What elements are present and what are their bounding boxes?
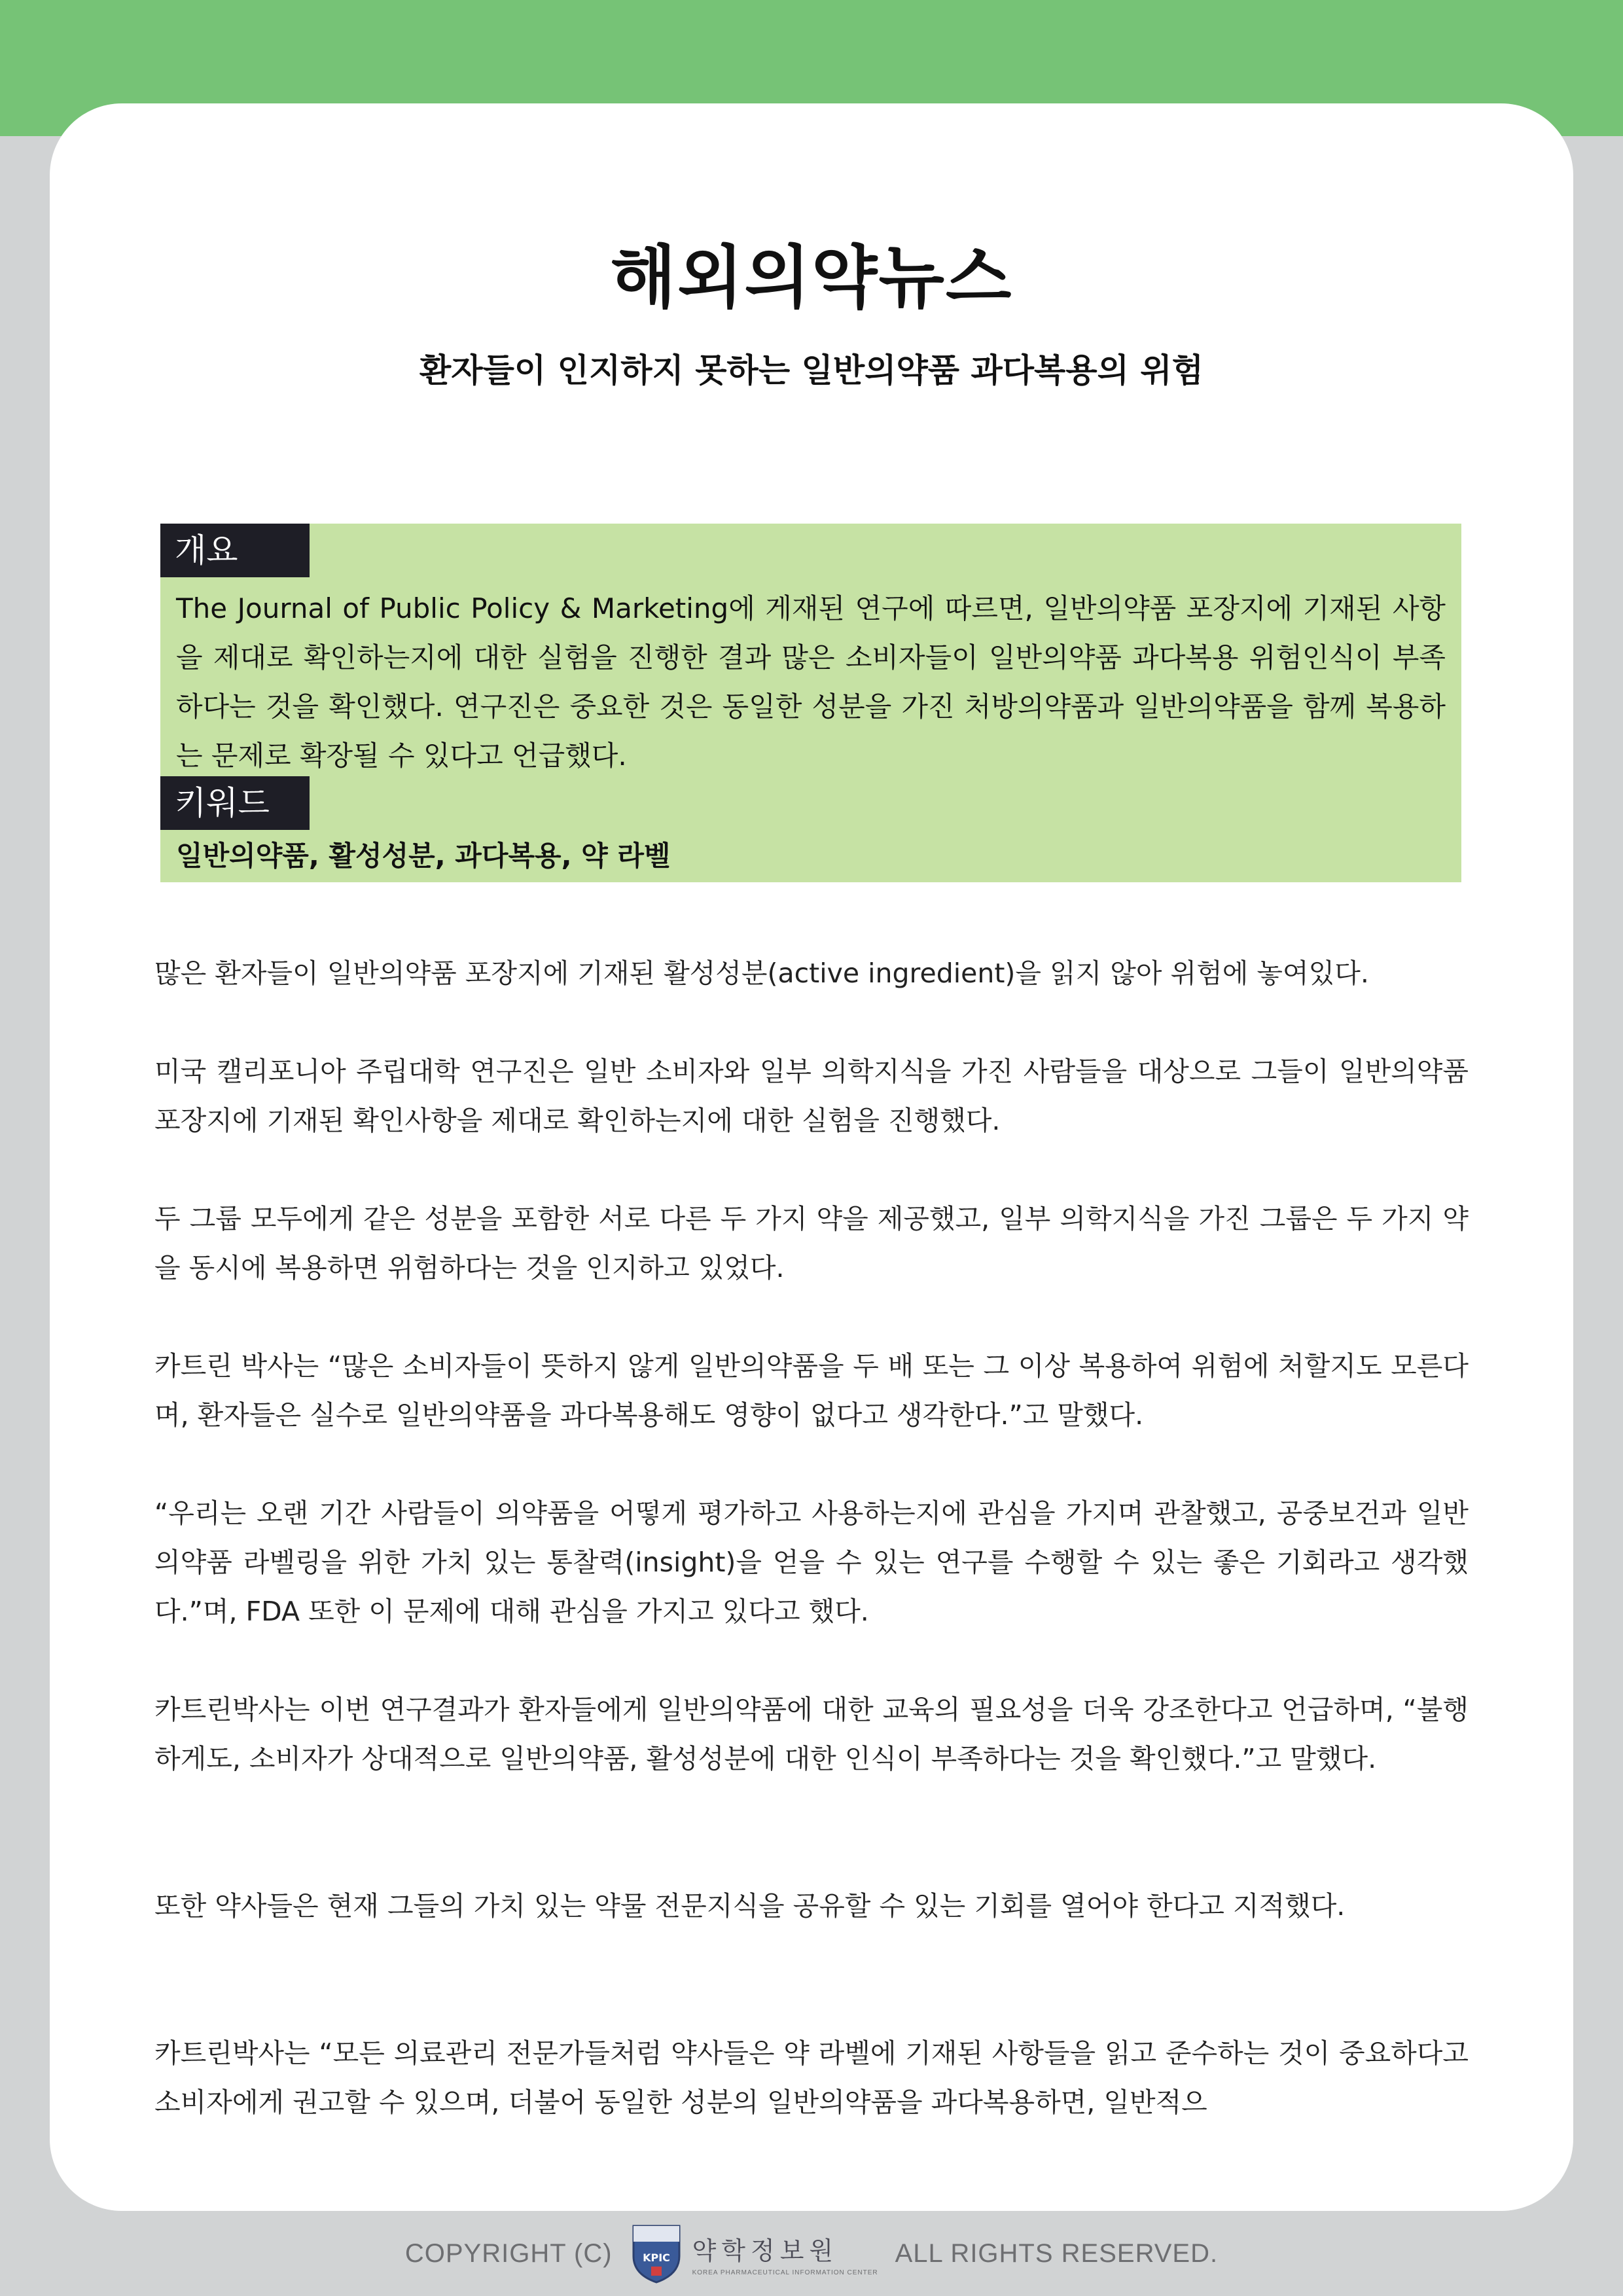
shield-icon bbox=[630, 2222, 683, 2285]
kpic-logo bbox=[630, 2222, 878, 2285]
body-paragraph: 또한 약사들은 현재 그들의 가치 있는 약물 전문지식을 공유할 수 있는 기회를 열어야 한다고 지적했다. bbox=[154, 1890, 1346, 1922]
body-paragraph: 많은 환자들이 일반의약품 포장지에 기재된 활성성분(active ingredient)을 읽지 않아 위험에 놓여있다. bbox=[154, 958, 1369, 989]
rights-text: ALL RIGHTS RESERVED. bbox=[895, 2238, 1219, 2268]
keyword-text: 일반의약품, 활성성분, 과다복용, 약 라벨 bbox=[176, 840, 671, 872]
footer bbox=[0, 2211, 1623, 2296]
overview-label: 개요 bbox=[160, 524, 310, 577]
body-paragraph: 미국 캘리포니아 주립대학 연구진은 일반 소비자와 일부 의학지식을 가진 사람들을 대상으로 그들이 일반의약품 포장지에 기재된 확인사항을 제대로 확인하는지에 대한 실험을 진행했다. bbox=[154, 1056, 1469, 1136]
body-paragraph: 카트린 박사는 “많은 소비자들이 뜻하지 않게 일반의약품을 두 배 또는 그 이상 복용하여 위험에 처할지도 모른다며, 환자들은 실수로 일반의약품을 과다복용해도 영향이 없다고 생각한다.”고 말했다. bbox=[154, 1350, 1469, 1431]
article-headline: 환자들이 인지하지 못하는 일반의약품 과다복용의 위험 bbox=[419, 351, 1204, 389]
logo-letters: KPIC bbox=[642, 2251, 670, 2264]
org-name-english: KOREA PHARMACEUTICAL INFORMATION CENTER bbox=[692, 2269, 878, 2276]
org-name-korean: 약학정보원 bbox=[692, 2236, 839, 2265]
keyword-label: 키워드 bbox=[160, 776, 310, 830]
page-title: 해외의약뉴스 bbox=[610, 238, 1013, 317]
body-paragraph: “우리는 오랜 기간 사람들이 의약품을 어떻게 평가하고 사용하는지에 관심을 가지며 관찰했고, 공중보건과 일반의약품 라벨링을 위한 가치 있는 통찰력(insight)을 얻을 수 있는 연구를 수행할 수 있는 좋은 기회라고 생각했다.”며, FDA 또한 이 문제에 대해 관심을 가지고 있다고 했다. bbox=[154, 1498, 1469, 1627]
body-paragraph: 카트린박사는 “모든 의료관리 전문가들처럼 약사들은 약 라벨에 기재된 사항들을 읽고 준수하는 것이 중요하다고 소비자에게 권고할 수 있으며, 더불어 동일한 성분의 일반의약품을 과다복용하면, 일반적으 bbox=[154, 2037, 1469, 2118]
overview-text: The Journal of Public Policy & Marketing에 게재된 연구에 따르면, 일반의약품 포장지에 기재된 사항을 제대로 확인하는지에 대한 실험을 진행한 결과 많은 소비자들이 일반의약품 과다복용 위험인식이 부족하다는 것을 확인했다. 연구진은 중요한 것은 동일한 성분을 가진 처방의약품과 일반의약품을 함께 복용하는 문제로 확장될 수 있다고 언급했다. bbox=[176, 592, 1446, 772]
body-paragraph: 카트린박사는 이번 연구결과가 환자들에게 일반의약품에 대한 교육의 필요성을 더욱 강조한다고 언급하며, “불행하게도, 소비자가 상대적으로 일반의약품, 활성성분에 대한 인식이 부족하다는 것을 확인했다.”고 말했다. bbox=[154, 1694, 1469, 1774]
body-paragraph: 두 그룹 모두에게 같은 성분을 포함한 서로 다른 두 가지 약을 제공했고, 일부 의학지식을 가진 그룹은 두 가지 약을 동시에 복용하면 위험하다는 것을 인지하고 있었다. bbox=[154, 1203, 1469, 1283]
summary-box bbox=[160, 524, 1461, 882]
copyright-text: COPYRIGHT (C) bbox=[404, 2238, 613, 2268]
